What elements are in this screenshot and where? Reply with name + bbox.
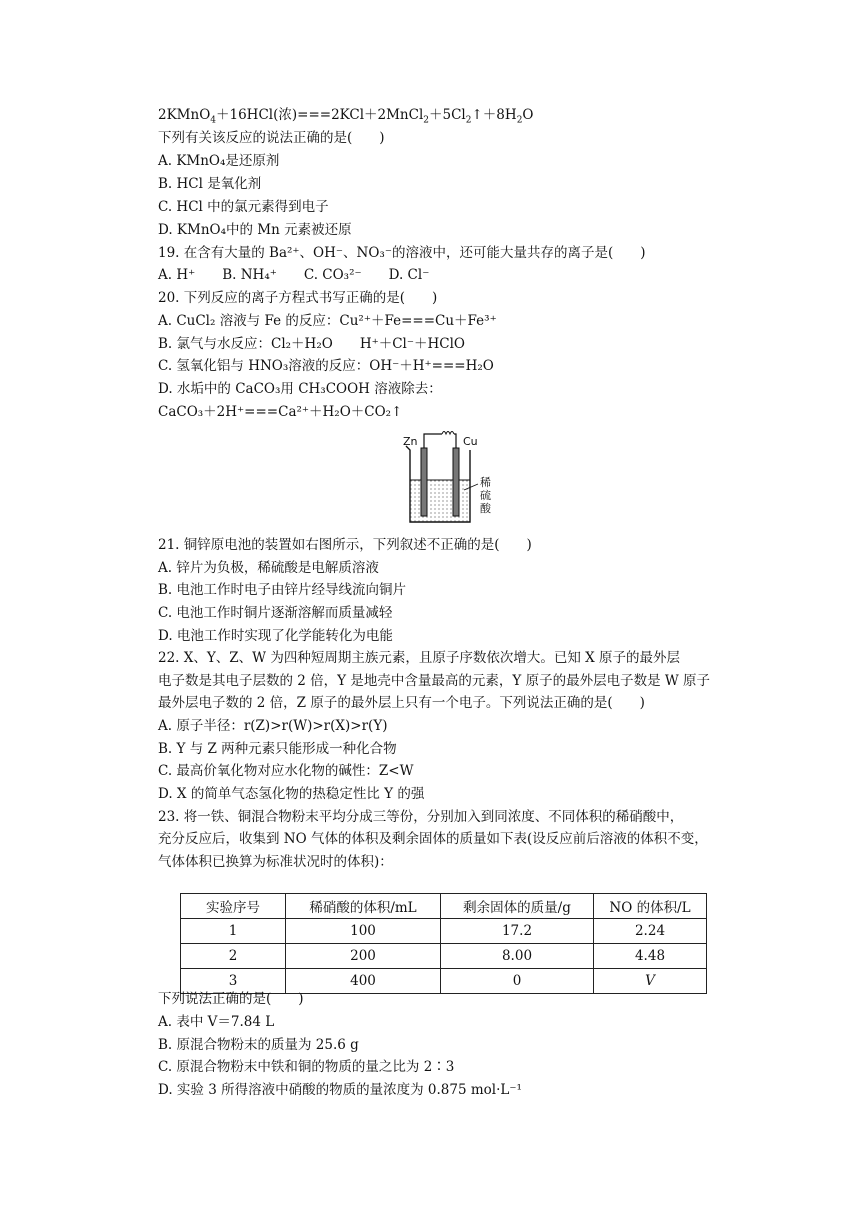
cu-label: Cu — [463, 435, 478, 448]
q23-option-c: C. 原混合物粉末中铁和铜的物质的量之比为 2∶3 — [158, 1059, 455, 1075]
table-row — [181, 944, 707, 969]
q23-text-line-2: 充分反应后，收集到 NO 气体的体积及剩余固体的质量如下表(设反应前后溶液的体积不变， — [158, 831, 708, 847]
q21-option-b: B. 电池工作时电子由锌片经导线流向铜片 — [158, 582, 407, 598]
q18-stem: 下列有关该反应的说法正确的是( ) — [158, 130, 385, 146]
q20-option-d-equation: CaCO₃＋2H⁺===Ca²⁺＋H₂O＋CO₂↑ — [158, 404, 403, 420]
q23-stem: 下列说法正确的是( ) — [158, 991, 304, 1007]
q22-option-b: B. Y 与 Z 两种元素只能形成一种化合物 — [158, 741, 397, 757]
q20-option-a: A. CuCl₂ 溶液与 Fe 的反应：Cu²⁺＋Fe===Cu＋Fe³⁺ — [158, 313, 497, 329]
table-cell: 1 — [181, 919, 286, 944]
copper-electrode — [453, 448, 459, 516]
table-cell: 8.00 — [441, 944, 594, 969]
q23-text-line-3: 气体体积已换算为标准状况时的体积)： — [158, 854, 393, 870]
q18-option-b: B. HCl 是氧化剂 — [158, 176, 262, 192]
reaction-equation: 2KMnO$_4$＋16HCl(浓)$===2KCl+2MnCl_2+5Cl_2↑+8H_2O$ — [158, 107, 534, 126]
table-cell: V — [594, 969, 707, 994]
acid-label-3: 酸 — [480, 502, 491, 515]
q20-stem: 20. 下列反应的离子方程式书写正确的是( ) — [158, 290, 438, 306]
q19-options: A. H⁺ B. NH₄⁺ C. CO₃²⁻ D. Cl⁻ — [158, 267, 430, 283]
q23-text-line-1: 23. 将一铁、铜混合物粉末平均分成三等份，分别加入到同浓度、不同体积的稀硝酸中， — [158, 809, 684, 825]
q22-option-d: D. X 的简单气态氢化物的热稳定性比 Y 的强 — [158, 786, 425, 802]
q22-text-line-3: 最外层电子数的 2 倍，Z 原子的最外层上只有一个电子。下列说法正确的是( ) — [158, 695, 645, 711]
table-cell: 2 — [181, 944, 286, 969]
table-cell: 0 — [441, 969, 594, 994]
q18-option-d: D. KMnO₄中的 Mn 元素被还原 — [158, 222, 352, 238]
resistor-coil — [442, 432, 454, 435]
q22-text-line-1: 22. X、Y、Z、W 为四种短周期主族元素，且原子序数依次增大。已知 X 原子的最外层 — [158, 650, 681, 666]
q23-option-d: D. 实验 3 所得溶液中硝酸的物质的量浓度为 0.875 mol·L⁻¹ — [158, 1082, 522, 1098]
table-header: NO 的体积/L — [594, 894, 707, 919]
zinc-electrode — [421, 448, 427, 516]
q18-option-a: A. KMnO₄是还原剂 — [158, 153, 280, 169]
table-header: 剩余固体的质量/g — [441, 894, 594, 919]
q22-option-a: A. 原子半径：r(Z)>r(W)>r(X)>r(Y) — [158, 718, 388, 734]
table-cell: 4.48 — [594, 944, 707, 969]
table-cell: 3 — [181, 969, 286, 994]
q20-option-c: C. 氢氧化铝与 HNO₃溶液的反应：OH⁻＋H⁺===H₂O — [158, 358, 494, 374]
table-header: 实验序号 — [181, 894, 286, 919]
table-cell: 17.2 — [441, 919, 594, 944]
table-row — [181, 919, 707, 944]
table-header-row — [181, 894, 707, 919]
q21-option-a: A. 锌片为负极，稀硫酸是电解质溶液 — [158, 560, 379, 576]
galvanic-cell-figure — [398, 428, 498, 528]
zn-label: Zn — [403, 435, 418, 448]
q19-stem: 19. 在含有大量的 Ba²⁺、OH⁻、NO₃⁻的溶液中，还可能大量共存的离子是( ) — [158, 245, 646, 261]
table-cell: 400 — [286, 969, 441, 994]
acid-label-2: 硫 — [480, 489, 491, 502]
q21-option-c: C. 电池工作时铜片逐渐溶解而质量减轻 — [158, 605, 393, 621]
table-header: 稀硝酸的体积/mL — [286, 894, 441, 919]
q22-option-c: C. 最高价氧化物对应水化物的碱性：Z<W — [158, 763, 414, 779]
q20-option-d: D. 水垢中的 CaCO₃用 CH₃COOH 溶液除去： — [158, 381, 442, 397]
q23-option-a: A. 表中 V＝7.84 L — [158, 1014, 275, 1030]
table-cell: 100 — [286, 919, 441, 944]
table-cell: 200 — [286, 944, 441, 969]
q22-text-line-2: 电子数是其电子层数的 2 倍，Y 是地壳中含量最高的元素，Y 原子的最外层电子数是 W 原子 — [158, 673, 711, 689]
q23-option-b: B. 原混合物粉末的质量为 25.6 g — [158, 1037, 359, 1053]
q21-option-d: D. 电池工作时实现了化学能转化为电能 — [158, 628, 393, 644]
q20-option-b: B. 氯气与水反应：Cl₂＋H₂O H⁺＋Cl⁻＋HClO — [158, 336, 465, 352]
q18-option-c: C. HCl 中的氯元素得到电子 — [158, 199, 329, 215]
acid-solution — [411, 480, 470, 522]
q21-stem: 21. 铜锌原电池的装置如右图所示，下列叙述不正确的是( ) — [158, 537, 532, 553]
experiment-table — [180, 893, 707, 994]
table-cell: 2.24 — [594, 919, 707, 944]
acid-label-1: 稀 — [480, 476, 491, 489]
